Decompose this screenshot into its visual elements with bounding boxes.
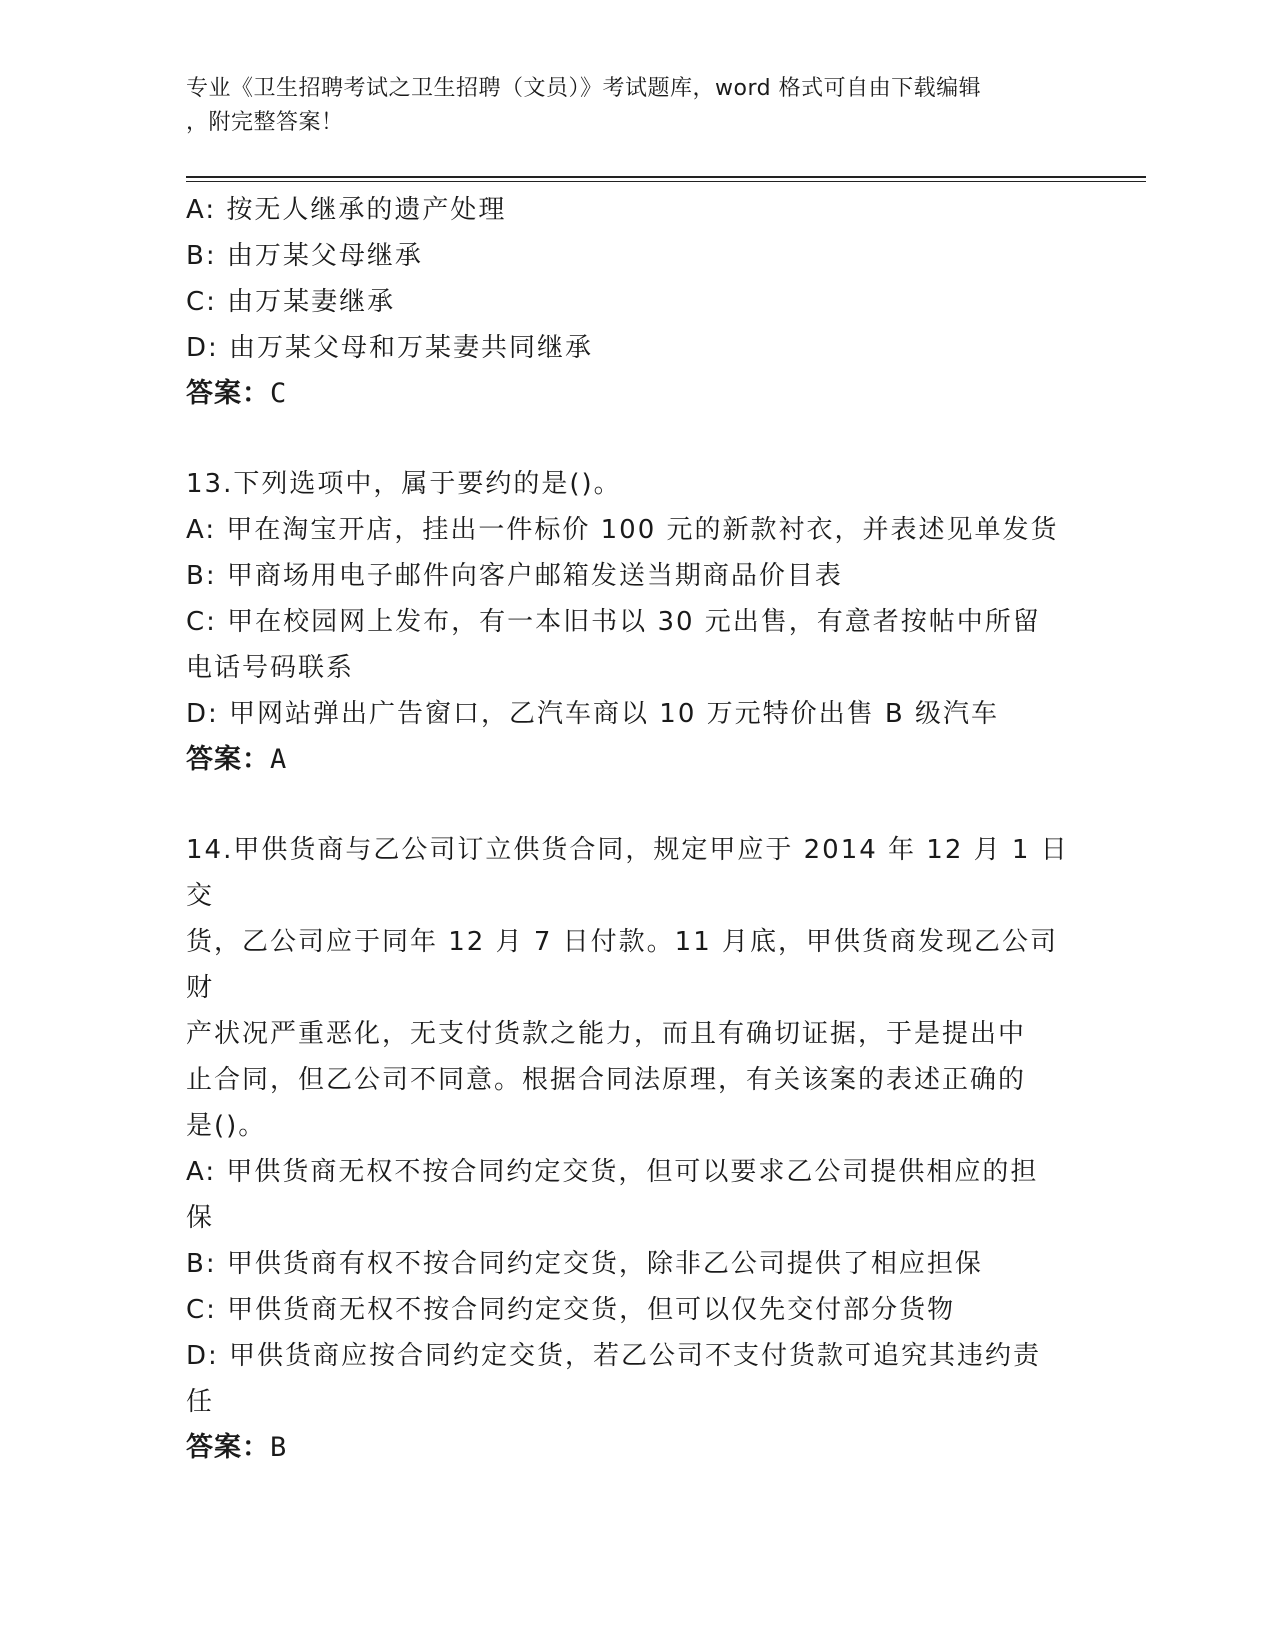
option-d: D: 甲网站弹出广告窗口，乙汽车商以 10 万元特价出售 B 级汽车	[186, 699, 1000, 729]
header-divider	[186, 176, 1146, 182]
option-a: A: 按无人继承的遗产处理	[186, 195, 507, 225]
spacer	[186, 417, 1071, 461]
answer-line	[186, 371, 1071, 417]
question-stem: 14.甲供货商与乙公司订立供货合同，规定甲应于 2014 年 12 月 1 日交	[186, 835, 1069, 911]
intro-line-1: 专业《卫生招聘考试之卫生招聘（文员）》考试题库，word 格式可自由下载编辑	[186, 76, 982, 101]
answer-value: B	[270, 1432, 288, 1463]
option-c-continued: 电话号码联系	[186, 653, 355, 683]
spacer	[186, 783, 1071, 827]
question-13	[186, 461, 1071, 783]
answer-value: A	[270, 744, 288, 775]
option-c: C: 由万某妻继承	[186, 287, 396, 317]
option-b: B: 由万某父母继承	[186, 241, 423, 271]
answer-label: 答案：	[186, 1432, 270, 1463]
option-c: C: 甲在校园网上发布，有一本旧书以 30 元出售，有意者按帖中所留	[186, 607, 1041, 637]
option-a-continued: 保	[186, 1203, 215, 1233]
option-b: B: 甲商场用电子邮件向客户邮箱发送当期商品价目表	[186, 561, 843, 591]
question-stem-continued: 产状况严重恶化，无支付货款之能力，而且有确切证据，于是提出中	[186, 1019, 1027, 1049]
document-intro	[186, 72, 1066, 140]
question-stem-continued: 货，乙公司应于同年 12 月 7 日付款。11 月底，甲供货商发现乙公司财	[186, 927, 1059, 1003]
question-content	[186, 187, 1071, 1471]
option-d: D: 由万某父母和万某妻共同继承	[186, 333, 594, 363]
option-a: A: 甲供货商无权不按合同约定交货，但可以要求乙公司提供相应的担	[186, 1157, 1039, 1187]
question-12	[186, 187, 1071, 417]
option-d-continued: 任	[186, 1387, 215, 1417]
option-b: B: 甲供货商有权不按合同约定交货，除非乙公司提供了相应担保	[186, 1249, 983, 1279]
answer-label: 答案：	[186, 744, 270, 775]
intro-line-2: ，附完整答案！	[186, 110, 344, 135]
option-a: A: 甲在淘宝开店，挂出一件标价 100 元的新款衬衣，并表述见单发货	[186, 515, 1059, 545]
answer-line	[186, 737, 1071, 783]
question-stem-continued: 止合同，但乙公司不同意。根据合同法原理，有关该案的表述正确的	[186, 1065, 1027, 1095]
question-stem-continued: 是()。	[186, 1111, 267, 1141]
question-stem: 13.下列选项中，属于要约的是()。	[186, 469, 622, 499]
question-14	[186, 827, 1071, 1471]
option-c: C: 甲供货商无权不按合同约定交货，但可以仅先交付部分货物	[186, 1295, 956, 1325]
answer-value: C	[270, 378, 288, 409]
answer-label: 答案：	[186, 378, 270, 409]
answer-line	[186, 1425, 1071, 1471]
option-d: D: 甲供货商应按合同约定交货，若乙公司不支付货款可追究其违约责	[186, 1341, 1042, 1371]
